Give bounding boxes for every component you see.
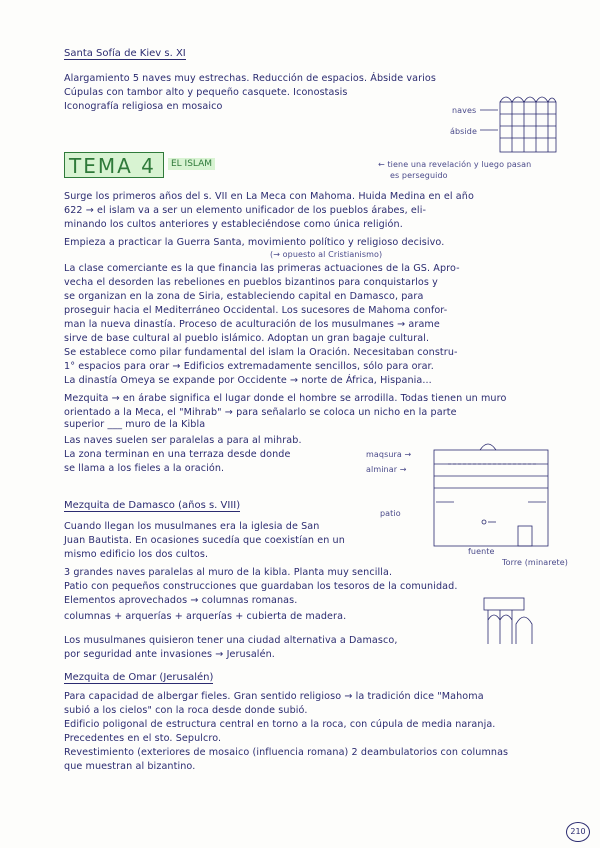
tema-line-2: 622 → el islam va a ser un elemento unificador de los pueblos árabes, eli- [64, 205, 427, 216]
damasco-line-6: Elementos aprovechados → columnas romanas. [64, 595, 298, 606]
omar-line-4: Precedentes en el sto. Sepulcro. [64, 733, 222, 744]
tema-line-4: Empieza a practicar la Guerra Santa, movimiento político y religioso decisivo. [64, 237, 445, 248]
damasco-line-4: 3 grandes naves paralelas al muro de la kibla. Planta muy sencilla. [64, 567, 393, 578]
diagram-label-alminar: alminar → [366, 465, 407, 474]
mosque-damascus-floorplan-sketch [428, 440, 558, 550]
tema-line-15: Mezquita → en árabe significa el lugar donde el hombre se arrodilla. Todas tienen un muro [64, 393, 507, 404]
tema-line-13: 1° espacios para orar → Edificios extremadamente sencillos, sólo para orar. [64, 361, 434, 372]
tema-subtitle: EL ISLAM [168, 158, 215, 170]
damasco-line-7: columnas + arquerías + arquerías + cubierta de madera. [64, 611, 347, 622]
omar-line-2: subió a los cielos" con la roca desde donde subió. [64, 705, 308, 716]
tema-line-17: superior ___ muro de la Kibla [64, 419, 206, 430]
tema-line-9: proseguir hacia el Mediterráneo Occidental. Los sucesores de Mahoma confor- [64, 305, 448, 316]
tema-line-8: se organizan en la zona de Siria, estableciendo capital en Damasco, para [64, 291, 424, 302]
tema-line-1: Surge los primeros años del s. VII en La Meca con Mahoma. Huida Medina en el año [64, 191, 474, 202]
tema-line-7: vecha el desorden las rebeliones en pueblos bizantinos para conquistarlos y [64, 277, 438, 288]
tema-line-20: se llama a los fieles a la oración. [64, 463, 225, 474]
tema-line-12: Se establece como pilar fundamental del islam la Oración. Necesitaban constru- [64, 347, 458, 358]
tema-line-18: Las naves suelen ser paralelas a para al mihrab. [64, 435, 302, 446]
tema-line-19: La zona terminan en una terraza desde donde [64, 449, 291, 460]
santa-sofia-line-2: Cúpulas con tambor alto y pequeño casquete. Iconostasis [64, 87, 348, 98]
page-number: 210 [566, 822, 590, 842]
church-floorplan-sketch [440, 86, 560, 156]
tema-line-16: orientado a la Meca, el "Mihrab" → para señalarlo se coloca un nicho en la parte [64, 407, 457, 418]
tema-line-6: La clase comerciante es la que financia las primeras actuaciones de la GS. Apro- [64, 263, 460, 274]
tema-title-box: TEMA 4 [64, 152, 164, 178]
omar-line-6: que muestran al bizantino. [64, 761, 196, 772]
damasco-line-3: mismo edificio los dos cultos. [64, 549, 209, 560]
diagram-label-fuente: fuente [468, 547, 495, 556]
damasco-line-9: por seguridad ante invasiones → Jerusalén. [64, 649, 275, 660]
damasco-line-2: Juan Bautista. En ocasiones sucedía que coexistían en un [64, 535, 345, 546]
tema-line-11: sirve de base cultural al pueblo islámico. Adoptan un gran bagaje cultural. [64, 333, 430, 344]
arches-sketch [480, 596, 544, 648]
omar-line-3: Edificio poligonal de estructura central en torno a la roca, con cúpula de media naranja. [64, 719, 496, 730]
tema-side-note-1: ← tiene una revelación y luego pasan [378, 160, 532, 169]
santa-sofia-line-1: Alargamiento 5 naves muy estrechas. Reducción de espacios. Ábside varios [64, 73, 436, 84]
diagram-label-torre: Torre (minarete) [501, 558, 569, 567]
omar-line-1: Para capacidad de albergar fieles. Gran sentido religioso → la tradición dice "Mahoma [64, 691, 484, 702]
tema-line-5: (→ opuesto al Cristianismo) [270, 250, 383, 259]
diagram-label-patio: patio [380, 509, 401, 518]
sketch-label-naves: naves [452, 106, 477, 115]
tema-line-10: man la nueva dinastía. Proceso de aculturación de los musulmanes → arame [64, 319, 440, 330]
tema-line-14: La dinastía Omeya se expande por Occidente → norte de África, Hispania... [64, 375, 432, 386]
tema-line-3: minando los cultos anteriores y estableciéndose como única religión. [64, 219, 403, 230]
damasco-line-8: Los musulmanes quisieron tener una ciudad alternativa a Damasco, [64, 635, 398, 646]
section-heading-omar: Mezquita de Omar (Jerusalén) [64, 672, 214, 683]
tema-side-note-2: es perseguido [390, 171, 448, 180]
section-heading-damasco: Mezquita de Damasco (años s. VIII) [64, 500, 241, 511]
diagram-label-maqsura: maqsura → [366, 450, 412, 459]
sketch-label-abside: ábside [450, 127, 477, 136]
damasco-line-5: Patio con pequeños construcciones que guardaban los tesoros de la comunidad. [64, 581, 458, 592]
omar-line-5: Revestimiento (exteriores de mosaico (influencia romana) 2 deambulatorios con columnas [64, 747, 509, 758]
section-heading-santa-sofia: Santa Sofía de Kiev s. XI [64, 48, 186, 59]
damasco-line-1: Cuando llegan los musulmanes era la iglesia de San [64, 521, 320, 532]
santa-sofia-line-3: Iconografía religiosa en mosaico [64, 101, 223, 112]
